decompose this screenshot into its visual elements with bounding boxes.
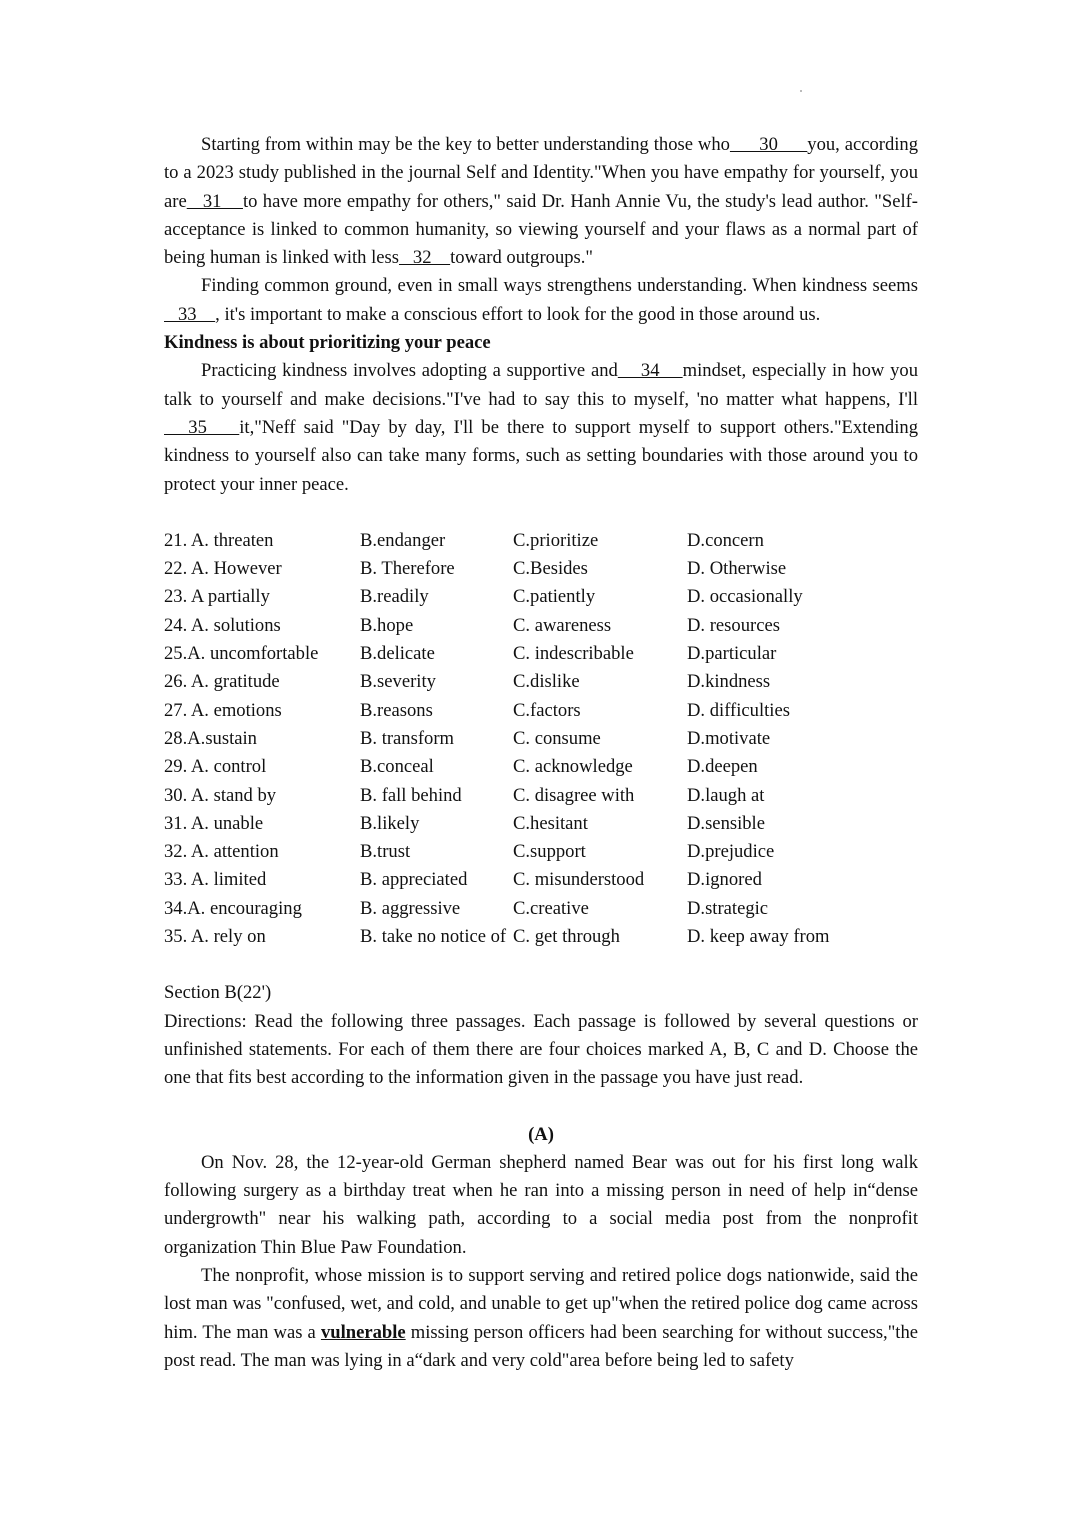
option-d: D. resources (687, 614, 780, 636)
option-row (164, 782, 918, 810)
section-b-title: Section B(22') (164, 982, 272, 1004)
blank-32: 32 (398, 247, 451, 269)
option-q: 31. A. unable (164, 812, 264, 834)
blank-34: 34 (617, 360, 683, 382)
option-b: B.conceal (360, 756, 434, 778)
option-b: B.hope (360, 614, 414, 636)
option-d: D. occasionally (687, 586, 803, 608)
option-q: 26. A. gratitude (164, 671, 280, 693)
passage-a-paragraph-1: On Nov. 28, the 12-year-old German shepherd named Bear was out for his first long walk following surgery as a birthday treat when he ran into a missing person in need of help in“dense undergrowth" near his walking path, according to a social media post from the nonprofit organization Thin Blue Paw Foundation. (164, 1151, 918, 1258)
section-b (164, 979, 918, 1092)
option-d: D.ignored (687, 869, 762, 891)
text: The nonprofit, whose mission is to support serving and retired police dogs nationwide, said the lost man was "confused, wet, and cold, and unable to get up"when the retired police dog came across him. The man was a (164, 1264, 918, 1343)
option-c: C.patiently (513, 586, 596, 608)
option-q: 21. A. threaten (164, 529, 274, 551)
option-d: D.kindness (687, 671, 771, 693)
option-b: B. transform (360, 727, 454, 749)
option-row (164, 668, 918, 696)
document-page (164, 131, 918, 1375)
blank-31: 31 (186, 190, 243, 212)
vocab-word-vulnerable: vulnerable (320, 1321, 406, 1343)
option-d: D.prejudice (687, 841, 775, 863)
text: you, according to a 2023 study published in the journal Self and Identity."When you have empathy for yourself, you are (164, 134, 919, 212)
text: , it's important to make a conscious effort to look for the good in those around us. (215, 303, 821, 325)
blank-30: 30 (729, 134, 808, 155)
option-q: 29. A. control (164, 756, 267, 778)
option-b: B.severity (360, 671, 436, 693)
option-c: C.factors (513, 699, 581, 721)
section-heading: Kindness is about prioritizing your peace (164, 332, 491, 354)
scan-dot (800, 90, 802, 92)
option-row (164, 753, 918, 781)
option-b: B. take no notice of (360, 926, 507, 948)
option-row (164, 838, 918, 866)
paragraph-1 (164, 131, 918, 272)
option-d: D. keep away from (687, 926, 830, 948)
option-b: B. fall behind (360, 784, 462, 806)
text: to have more empathy for others," said Dr. Hanh Annie Vu, the study's lead author. "Self-acceptance is linked to common humanity, so viewing yourself and your flaws as a normal part of being human is linked with less (164, 190, 918, 269)
option-b: B.likely (360, 812, 420, 834)
option-q: 25.A. uncomfortable (164, 643, 319, 665)
option-d: D.deepen (687, 756, 758, 778)
option-b: B.trust (360, 841, 411, 863)
option-row (164, 866, 918, 894)
option-c: C. acknowledge (513, 756, 633, 778)
text: Starting from within may be the key to better understanding those who (201, 134, 730, 155)
option-c: C. awareness (513, 614, 612, 636)
option-q: 33. A. limited (164, 869, 267, 891)
option-b: B.delicate (360, 643, 435, 665)
option-row (164, 697, 918, 725)
option-c: C.dislike (513, 671, 580, 693)
option-q: 22. A. However (164, 558, 282, 580)
option-d: D.concern (687, 529, 764, 551)
option-c: C. get through (513, 926, 620, 948)
option-row (164, 725, 918, 753)
option-q: 23. A partially (164, 586, 270, 608)
option-d: D. Otherwise (687, 558, 787, 580)
text: Practicing kindness involves adopting a supportive and (201, 360, 618, 382)
text: toward outgroups." (450, 247, 594, 269)
option-c: C. misunderstood (513, 869, 645, 891)
option-row (164, 583, 918, 611)
option-c: C.creative (513, 897, 589, 919)
option-d: D.motivate (687, 727, 771, 749)
option-q: 32. A. attention (164, 841, 279, 863)
option-c: C. disagree with (513, 784, 635, 806)
option-b: B. aggressive (360, 897, 461, 919)
passage-a-title: (A) (528, 1123, 554, 1145)
text: missing person officers had been searching for without success,"the post read. The man was lying in a“dark and very cold"area before being led to safety (164, 1321, 919, 1371)
option-b: B. appreciated (360, 869, 468, 891)
option-row (164, 640, 918, 668)
option-q: 28.A.sustain (164, 727, 257, 749)
paragraph-2 (164, 272, 918, 329)
option-b: B.endanger (360, 529, 446, 551)
option-q: 30. A. stand by (164, 784, 277, 806)
text: it,"Neff said "Day by day, I'll be there to support myself to support others."Extending kindness to yourself also can take many forms, such as setting boundaries with those around you to protect your inner peace. (164, 416, 918, 495)
option-q: 24. A. solutions (164, 614, 281, 636)
text: Finding common ground, even in small ways strengthens understanding. When kindness seems (201, 275, 918, 297)
option-row (164, 923, 918, 951)
text: mindset, especially in how you talk to yourself and make decisions."I've had to say this to myself, 'no matter what happens, I'll (164, 360, 918, 410)
option-c: C. consume (513, 727, 601, 749)
option-row (164, 612, 918, 640)
option-d: D. difficulties (687, 699, 790, 721)
option-q: 35. A. rely on (164, 926, 266, 948)
option-q: 27. A. emotions (164, 699, 282, 721)
options-list (164, 527, 918, 951)
blank-35: 35 (164, 416, 240, 438)
option-row (164, 810, 918, 838)
option-b: B. Therefore (360, 558, 455, 580)
option-c: C.hesitant (513, 812, 588, 834)
option-d: D.sensible (687, 812, 765, 834)
blank-33: 33 (164, 303, 216, 325)
option-c: C.prioritize (513, 529, 599, 551)
option-c: C.Besides (513, 558, 588, 580)
option-q: 34.A. encouraging (164, 897, 302, 919)
option-b: B.readily (360, 586, 429, 608)
passage-a-paragraph-2 (164, 1262, 918, 1375)
section-b-directions: Directions: Read the following three passages. Each passage is followed by several questions or unfinished statements. For each of them there are four choices marked A, B, C and D. Choose the one that fits best according to the information given in the passage you have just read. (164, 1010, 918, 1089)
option-b: B.reasons (360, 699, 433, 721)
option-d: D.laugh at (687, 784, 765, 806)
option-row (164, 555, 918, 583)
option-row (164, 527, 918, 555)
option-d: D.particular (687, 643, 777, 665)
option-c: C. indescribable (513, 643, 634, 665)
option-c: C.support (513, 841, 586, 863)
paragraph-3 (164, 357, 918, 498)
option-d: D.strategic (687, 897, 769, 919)
option-row (164, 895, 918, 923)
